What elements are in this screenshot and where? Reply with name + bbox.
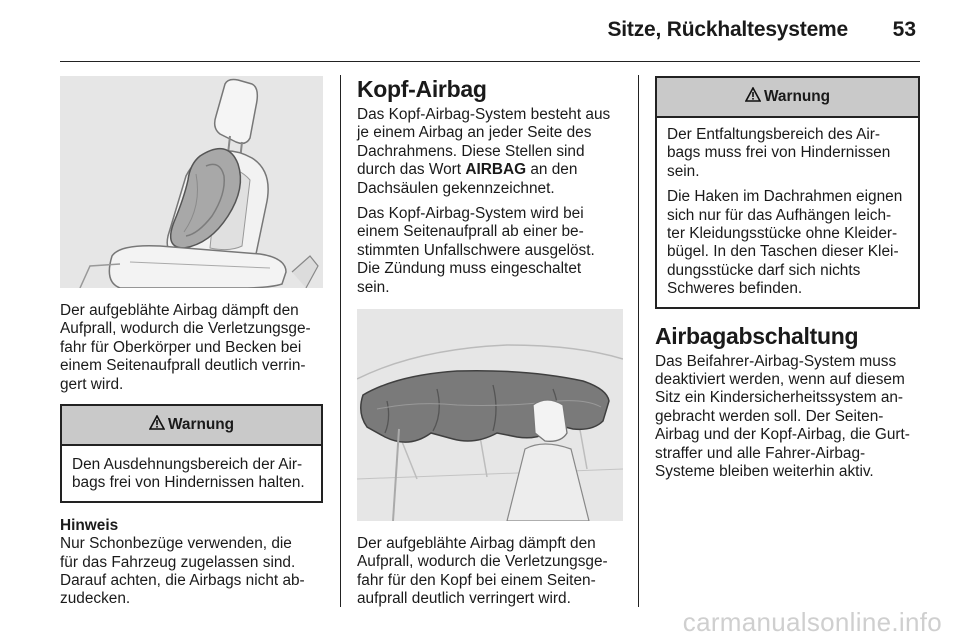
warning-box-expansion bbox=[60, 404, 323, 503]
paragraph-kopf-airbag-intro: Das Kopf-Airbag-System besteht aus je einem Airbag an jeder Seite des Dachrahmens. Diese Stellen sind durch das Wort AIRBAG an den Dachsäulen gekennzeichnet. bbox=[357, 106, 611, 197]
warning-line: Den Ausdehnungsbereich der Air- bbox=[72, 456, 303, 474]
column-divider-2 bbox=[638, 75, 639, 607]
warning-title: Warnung bbox=[167, 416, 235, 434]
column-right bbox=[655, 76, 920, 482]
figure-caption-seat: Der aufgeblähte Airbag dämpft den Aufprall, wodurch die Verletzungsge- fahr für Oberkörper und Becken bei einem Seitenaufprall deutlich verrin- gert wird. bbox=[60, 302, 311, 393]
section-heading-airbagabschaltung: Airbagabschaltung bbox=[655, 322, 859, 349]
note-line: für das Fahrzeug zugelassen sind. bbox=[60, 553, 296, 571]
note-block bbox=[60, 517, 323, 609]
watermark-text: carmanualsonline.info bbox=[682, 607, 942, 637]
note-line: Nur Schonbezüge verwenden, die bbox=[60, 535, 292, 553]
note-title: Hinweis bbox=[60, 516, 119, 534]
page-header-title: Sitze, Rückhaltesysteme bbox=[607, 18, 848, 41]
paragraph-kopf-airbag-trigger: Das Kopf-Airbag-System wird bei einem Seitenaufprall ab einer be- stimmten Unfallschwere ausgelöst. Die Zündung muss eingeschaltet sein. bbox=[357, 205, 595, 296]
seat-airbag-illustration bbox=[60, 76, 323, 288]
warning-triangle-icon bbox=[745, 87, 761, 107]
paragraph-airbagabschaltung: Das Beifahrer-Airbag-System muss deaktiviert werden, wenn auf diesem Sitz ein Kindersicherheitssystem an- gebracht werden soll. Der Seiten- Airbag und der Kopf-Airbag, die Gurt- straffer und alle Fahrer-Airbag- Systeme bleiben weiterhin aktiv. bbox=[655, 352, 910, 481]
warning-title: Warnung bbox=[763, 88, 831, 105]
warning-header bbox=[62, 406, 321, 446]
warning-paragraph: Die Haken im Dachrahmen eignen sich nur für das Aufhängen leich- ter Kleidungsstücke ohne Kleider- bügel. In den Taschen dieser Klei- dungsstücke darf sich nichts Schweres befinden. bbox=[667, 188, 903, 298]
note-line: Darauf achten, die Airbags nicht ab- bbox=[60, 572, 305, 590]
section-heading-kopf-airbag: Kopf-Airbag bbox=[357, 76, 487, 102]
curtain-airbag-illustration bbox=[357, 309, 623, 521]
column-left bbox=[60, 76, 323, 609]
warning-triangle-icon bbox=[149, 415, 165, 435]
figure-caption-curtain: Der aufgeblähte Airbag dämpft den Aufprall, wodurch die Verletzungsge- fahr für den Kopf bei einem Seiten- aufprall deutlich verringert wird. bbox=[357, 535, 608, 608]
column-middle bbox=[357, 76, 623, 609]
warning-paragraph: Der Entfaltungsbereich des Air- bags muss frei von Hindernissen sein. bbox=[667, 126, 891, 180]
note-line: zudecken. bbox=[60, 590, 131, 608]
warning-box-deployment bbox=[655, 76, 920, 309]
page-number: 53 bbox=[892, 18, 916, 41]
warning-line: bags frei von Hindernissen halten. bbox=[72, 474, 305, 492]
airbag-marking-text: AIRBAG bbox=[465, 161, 527, 179]
warning-header bbox=[657, 78, 918, 118]
column-divider-1 bbox=[340, 75, 341, 607]
header-rule bbox=[60, 61, 920, 62]
